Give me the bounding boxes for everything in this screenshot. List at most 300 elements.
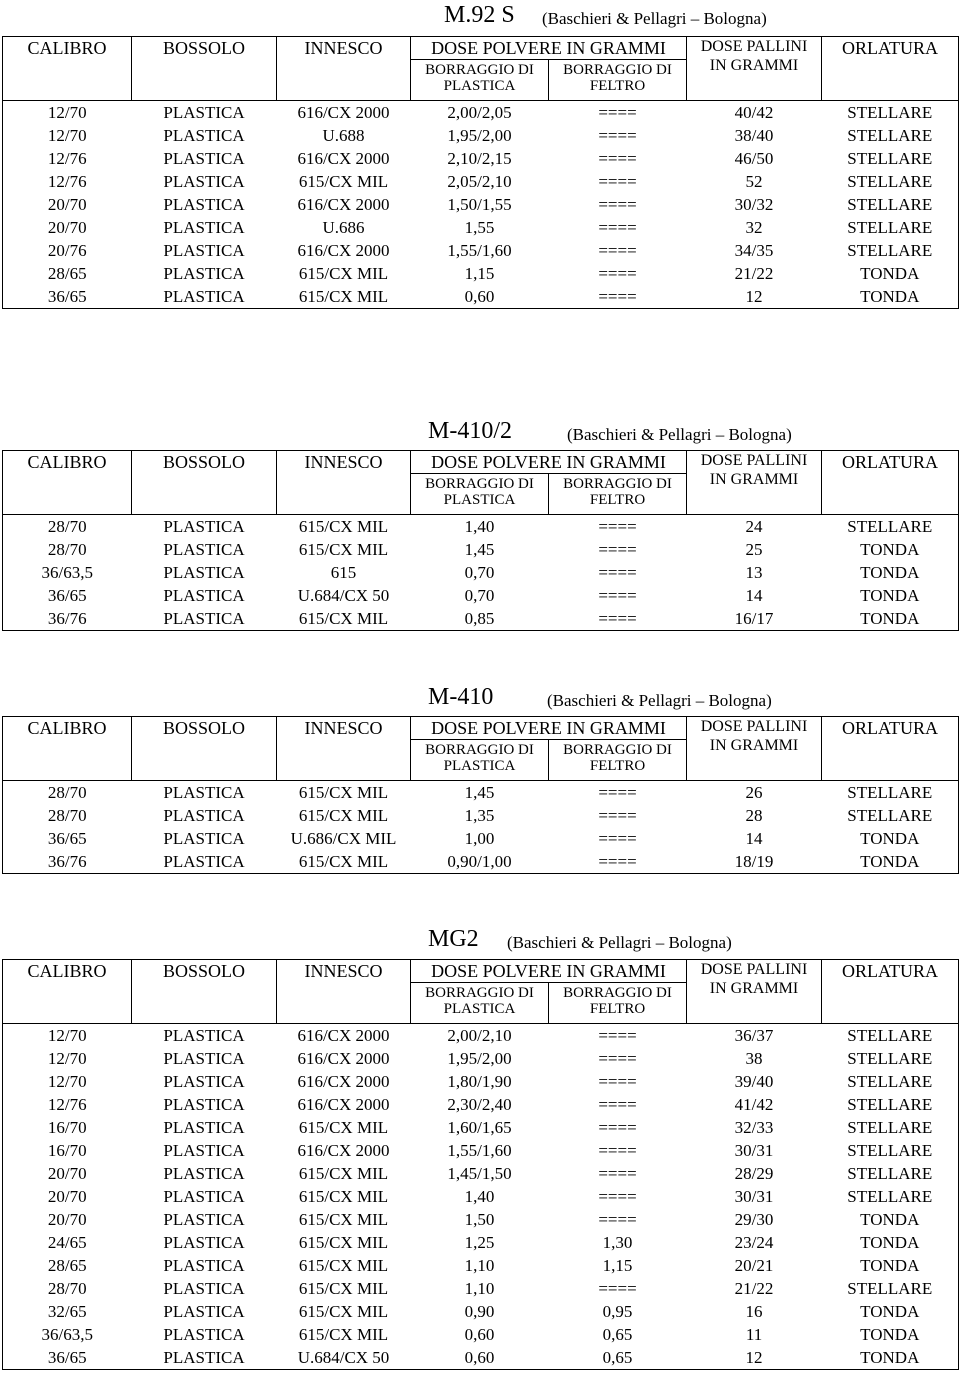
table-row <box>3 124 959 147</box>
cell-calibro: 28/70 <box>47 517 87 536</box>
section-title: M-410/2 <box>428 418 512 444</box>
cell-polvere-plastica: 1,80/1,90 <box>447 1072 512 1091</box>
cell-innesco: 615/CX MIL <box>298 1118 389 1137</box>
section-maker: (Baschieri & Pellagri – Bologna) <box>547 691 772 710</box>
cell-polvere-feltro: ==== <box>598 1187 637 1206</box>
cell-bossolo: PLASTICA <box>163 1325 245 1344</box>
cell-polvere-plastica: 1,10 <box>464 1279 495 1298</box>
cell-orlatura: STELLARE <box>847 1118 933 1137</box>
cell-bossolo: PLASTICA <box>163 241 245 260</box>
cell-pallini: 11 <box>745 1325 763 1344</box>
cell-pallini: 38 <box>745 1049 763 1068</box>
cell-pallini: 29/30 <box>734 1210 774 1229</box>
cell-polvere-plastica: 1,45 <box>464 783 495 802</box>
cell-orlatura: TONDA <box>860 1302 920 1321</box>
cell-pallini: 30/31 <box>734 1141 774 1160</box>
table-row <box>3 1231 959 1254</box>
cell-orlatura: STELLARE <box>847 1072 933 1091</box>
cell-orlatura: STELLARE <box>847 1187 933 1206</box>
cell-calibro: 36/63,5 <box>41 563 93 582</box>
cell-polvere-plastica: 1,45 <box>464 540 495 559</box>
cell-polvere-feltro: 0,65 <box>602 1348 633 1367</box>
table-row <box>3 781 959 805</box>
cell-innesco: U.684/CX 50 <box>297 1348 390 1367</box>
cell-polvere-plastica: 1,25 <box>464 1233 495 1252</box>
cell-pallini: 38/40 <box>734 126 774 145</box>
cell-polvere-feltro: ==== <box>598 149 637 168</box>
cell-orlatura: TONDA <box>860 1348 920 1367</box>
table-row <box>3 1277 959 1300</box>
cell-pallini: 30/32 <box>734 195 774 214</box>
cell-polvere-plastica: 1,50/1,55 <box>447 195 512 214</box>
header-innesco: INNESCO <box>277 717 411 781</box>
cell-innesco: 615/CX MIL <box>298 264 389 283</box>
cell-polvere-plastica: 2,05/2,10 <box>447 172 512 191</box>
cell-innesco: 615/CX MIL <box>298 806 389 825</box>
load-table <box>2 450 959 631</box>
header-dose-pallini-line1: DOSE PALLINI <box>700 718 808 735</box>
cell-polvere-plastica: 1,15 <box>464 264 495 283</box>
cell-innesco: 615/CX MIL <box>298 1302 389 1321</box>
cell-calibro: 16/70 <box>47 1141 87 1160</box>
cell-bossolo: PLASTICA <box>163 264 245 283</box>
header-borraggio-feltro-line2: FELTRO <box>589 492 646 508</box>
table-row <box>3 515 959 539</box>
cell-orlatura: TONDA <box>860 1210 920 1229</box>
header-borraggio-plastica-line1: BORRAGGIO DI <box>425 742 534 758</box>
table-row <box>3 538 959 561</box>
cell-orlatura: TONDA <box>860 540 920 559</box>
header-borraggio-plastica <box>411 60 549 101</box>
cell-bossolo: PLASTICA <box>163 1187 245 1206</box>
table-row <box>3 1162 959 1185</box>
header-calibro: CALIBRO <box>3 717 132 781</box>
section-title: MG2 <box>428 926 479 952</box>
cell-polvere-plastica: 1,55/1,60 <box>447 1141 512 1160</box>
cell-polvere-plastica: 1,35 <box>464 806 495 825</box>
cell-polvere-feltro: ==== <box>598 264 637 283</box>
cell-bossolo: PLASTICA <box>163 1072 245 1091</box>
cell-bossolo: PLASTICA <box>163 1233 245 1252</box>
header-borraggio-plastica-line1: BORRAGGIO DI <box>425 62 534 78</box>
table-row <box>3 1024 959 1048</box>
header-borraggio-plastica-line2: PLASTICA <box>443 758 516 774</box>
cell-innesco: 615 <box>330 563 357 582</box>
cell-bossolo: PLASTICA <box>163 1026 245 1045</box>
cell-pallini: 25 <box>745 540 763 559</box>
cell-bossolo: PLASTICA <box>163 103 245 122</box>
cell-polvere-feltro: 0,95 <box>602 1302 633 1321</box>
cell-polvere-feltro: 1,15 <box>602 1256 633 1275</box>
cell-pallini: 46/50 <box>734 149 774 168</box>
table-row <box>3 285 959 309</box>
cell-calibro: 20/70 <box>47 1210 87 1229</box>
header-bossolo: BOSSOLO <box>132 717 277 781</box>
cell-orlatura: STELLARE <box>847 517 933 536</box>
cell-calibro: 36/76 <box>47 852 87 871</box>
cell-polvere-feltro: ==== <box>598 1026 637 1045</box>
cell-calibro: 28/70 <box>47 540 87 559</box>
header-dose-pallini-line2: IN GRAMMI <box>709 57 799 74</box>
cell-innesco: 615/CX MIL <box>298 517 389 536</box>
cell-calibro: 12/76 <box>47 1095 87 1114</box>
cell-polvere-plastica: 1,95/2,00 <box>447 126 512 145</box>
cell-pallini: 13 <box>745 563 763 582</box>
header-borraggio-feltro-line1: BORRAGGIO DI <box>563 742 672 758</box>
cell-pallini: 21/22 <box>734 264 774 283</box>
cell-polvere-feltro: 0,65 <box>602 1325 633 1344</box>
cell-pallini: 32/33 <box>734 1118 774 1137</box>
header-innesco: INNESCO <box>277 451 411 515</box>
cell-innesco: 616/CX 2000 <box>297 1072 390 1091</box>
cell-orlatura: TONDA <box>860 609 920 628</box>
header-borraggio-plastica-line1: BORRAGGIO DI <box>425 985 534 1001</box>
cell-calibro: 36/76 <box>47 609 87 628</box>
header-borraggio-plastica-line2: PLASTICA <box>443 78 516 94</box>
cell-bossolo: PLASTICA <box>163 1348 245 1367</box>
header-borraggio-feltro-line1: BORRAGGIO DI <box>563 476 672 492</box>
table-row <box>3 262 959 285</box>
header-bossolo: BOSSOLO <box>132 960 277 1024</box>
cell-polvere-plastica: 1,55 <box>464 218 495 237</box>
cell-pallini: 34/35 <box>734 241 774 260</box>
cell-polvere-feltro: 1,30 <box>602 1233 633 1252</box>
cell-orlatura: TONDA <box>860 1256 920 1275</box>
cell-bossolo: PLASTICA <box>163 783 245 802</box>
cell-calibro: 28/70 <box>47 806 87 825</box>
header-borraggio-feltro-line1: BORRAGGIO DI <box>563 985 672 1001</box>
header-calibro: CALIBRO <box>3 960 132 1024</box>
table-row <box>3 1139 959 1162</box>
cell-polvere-feltro: ==== <box>598 806 637 825</box>
header-borraggio-feltro-line1: BORRAGGIO DI <box>563 62 672 78</box>
cell-polvere-feltro: ==== <box>598 1049 637 1068</box>
cell-innesco: 615/CX MIL <box>298 1164 389 1183</box>
header-borraggio-plastica <box>411 740 549 781</box>
cell-innesco: 616/CX 2000 <box>297 195 390 214</box>
cell-calibro: 28/70 <box>47 783 87 802</box>
table-row <box>3 239 959 262</box>
cell-calibro: 28/65 <box>47 1256 87 1275</box>
header-dose-pallini-line1: DOSE PALLINI <box>700 38 808 55</box>
table-row <box>3 584 959 607</box>
cell-polvere-feltro: ==== <box>598 586 637 605</box>
table-row <box>3 561 959 584</box>
header-orlatura: ORLATURA <box>822 717 959 781</box>
header-orlatura: ORLATURA <box>822 960 959 1024</box>
cell-polvere-plastica: 1,50 <box>464 1210 495 1229</box>
table-row <box>3 1346 959 1370</box>
cell-orlatura: TONDA <box>860 563 920 582</box>
cell-pallini: 24 <box>745 517 763 536</box>
cell-polvere-plastica: 0,70 <box>464 563 495 582</box>
cell-innesco: 615/CX MIL <box>298 287 389 306</box>
cell-pallini: 36/37 <box>734 1026 774 1045</box>
cell-calibro: 28/70 <box>47 1279 87 1298</box>
table-row <box>3 1070 959 1093</box>
cell-innesco: U.686 <box>322 218 365 237</box>
cell-orlatura: STELLARE <box>847 172 933 191</box>
cell-pallini: 23/24 <box>734 1233 774 1252</box>
cell-orlatura: TONDA <box>860 829 920 848</box>
table-row <box>3 850 959 874</box>
cell-pallini: 12 <box>745 1348 763 1367</box>
table-row <box>3 804 959 827</box>
cell-innesco: U.686/CX MIL <box>290 829 397 848</box>
cell-polvere-plastica: 1,60/1,65 <box>447 1118 512 1137</box>
cell-polvere-feltro: ==== <box>598 241 637 260</box>
header-dose-pallini <box>687 451 822 515</box>
cell-orlatura: STELLARE <box>847 1279 933 1298</box>
cell-innesco: 615/CX MIL <box>298 1279 389 1298</box>
cell-bossolo: PLASTICA <box>163 1095 245 1114</box>
cell-pallini: 39/40 <box>734 1072 774 1091</box>
cell-calibro: 36/65 <box>47 1348 87 1367</box>
cell-bossolo: PLASTICA <box>163 1164 245 1183</box>
cell-polvere-feltro: ==== <box>598 1118 637 1137</box>
cell-pallini: 28/29 <box>734 1164 774 1183</box>
header-dose-polvere: DOSE POLVERE IN GRAMMI <box>411 717 687 740</box>
cell-innesco: 615/CX MIL <box>298 172 389 191</box>
cell-calibro: 20/76 <box>47 241 87 260</box>
header-borraggio-plastica <box>411 983 549 1024</box>
load-table <box>2 716 959 874</box>
cell-calibro: 16/70 <box>47 1118 87 1137</box>
cell-calibro: 20/70 <box>47 218 87 237</box>
cell-polvere-plastica: 0,60 <box>464 287 495 306</box>
header-dose-polvere: DOSE POLVERE IN GRAMMI <box>411 451 687 474</box>
cell-polvere-feltro: ==== <box>598 783 637 802</box>
header-borraggio-feltro <box>549 740 687 781</box>
load-table <box>2 959 959 1370</box>
table-row <box>3 1047 959 1070</box>
header-dose-pallini <box>687 717 822 781</box>
cell-calibro: 32/65 <box>47 1302 87 1321</box>
cell-polvere-plastica: 0,60 <box>464 1325 495 1344</box>
cell-polvere-feltro: ==== <box>598 563 637 582</box>
cell-innesco: U.688 <box>322 126 365 145</box>
cell-pallini: 21/22 <box>734 1279 774 1298</box>
table-row <box>3 1254 959 1277</box>
cell-polvere-feltro: ==== <box>598 103 637 122</box>
cell-polvere-plastica: 2,00/2,05 <box>447 103 512 122</box>
cell-calibro: 20/70 <box>47 1187 87 1206</box>
cell-orlatura: STELLARE <box>847 783 933 802</box>
cell-bossolo: PLASTICA <box>163 829 245 848</box>
cell-bossolo: PLASTICA <box>163 806 245 825</box>
cell-innesco: 615/CX MIL <box>298 852 389 871</box>
cell-pallini: 52 <box>745 172 763 191</box>
cell-innesco: 616/CX 2000 <box>297 1095 390 1114</box>
cell-polvere-plastica: 1,40 <box>464 1187 495 1206</box>
cell-innesco: 615/CX MIL <box>298 1233 389 1252</box>
table-row <box>3 1185 959 1208</box>
header-borraggio-feltro <box>549 474 687 515</box>
cell-innesco: 615/CX MIL <box>298 1325 389 1344</box>
cell-orlatura: STELLARE <box>847 195 933 214</box>
cell-pallini: 26 <box>745 783 763 802</box>
cell-bossolo: PLASTICA <box>163 1302 245 1321</box>
section-maker: (Baschieri & Pellagri – Bologna) <box>507 933 732 952</box>
header-dose-pallini-line1: DOSE PALLINI <box>700 961 808 978</box>
cell-innesco: U.684/CX 50 <box>297 586 390 605</box>
header-borraggio-feltro <box>549 60 687 101</box>
cell-innesco: 616/CX 2000 <box>297 241 390 260</box>
cell-innesco: 616/CX 2000 <box>297 1141 390 1160</box>
cell-pallini: 32 <box>745 218 763 237</box>
cell-polvere-plastica: 0,85 <box>464 609 495 628</box>
header-orlatura: ORLATURA <box>822 37 959 101</box>
cell-polvere-feltro: ==== <box>598 287 637 306</box>
header-bossolo: BOSSOLO <box>132 451 277 515</box>
header-dose-pallini <box>687 37 822 101</box>
cell-calibro: 12/70 <box>47 1049 87 1068</box>
cell-polvere-plastica: 0,90/1,00 <box>447 852 512 871</box>
header-bossolo: BOSSOLO <box>132 37 277 101</box>
cell-innesco: 615/CX MIL <box>298 540 389 559</box>
cell-bossolo: PLASTICA <box>163 1118 245 1137</box>
header-dose-pallini-line1: DOSE PALLINI <box>700 452 808 469</box>
cell-innesco: 615/CX MIL <box>298 1187 389 1206</box>
cell-orlatura: STELLARE <box>847 126 933 145</box>
cell-orlatura: STELLARE <box>847 218 933 237</box>
cell-polvere-feltro: ==== <box>598 829 637 848</box>
table-row <box>3 216 959 239</box>
cell-polvere-plastica: 0,60 <box>464 1348 495 1367</box>
cell-calibro: 28/65 <box>47 264 87 283</box>
header-borraggio-feltro-line2: FELTRO <box>589 758 646 774</box>
cell-orlatura: STELLARE <box>847 103 933 122</box>
header-borraggio-plastica-line2: PLASTICA <box>443 1001 516 1017</box>
cell-calibro: 36/65 <box>47 287 87 306</box>
cell-bossolo: PLASTICA <box>163 218 245 237</box>
cell-innesco: 616/CX 2000 <box>297 1026 390 1045</box>
cell-pallini: 41/42 <box>734 1095 774 1114</box>
header-orlatura: ORLATURA <box>822 451 959 515</box>
cell-pallini: 12 <box>745 287 763 306</box>
cell-polvere-feltro: ==== <box>598 1164 637 1183</box>
cell-polvere-feltro: ==== <box>598 126 637 145</box>
cell-pallini: 14 <box>745 829 763 848</box>
cell-pallini: 40/42 <box>734 103 774 122</box>
table-row <box>3 1116 959 1139</box>
cell-bossolo: PLASTICA <box>163 517 245 536</box>
table-row <box>3 1208 959 1231</box>
section-title: M-410 <box>428 684 494 710</box>
cell-bossolo: PLASTICA <box>163 287 245 306</box>
cell-innesco: 615/CX MIL <box>298 783 389 802</box>
cell-calibro: 20/70 <box>47 195 87 214</box>
header-borraggio-plastica <box>411 474 549 515</box>
cell-polvere-plastica: 1,40 <box>464 517 495 536</box>
cell-bossolo: PLASTICA <box>163 1210 245 1229</box>
cell-innesco: 616/CX 2000 <box>297 1049 390 1068</box>
cell-orlatura: STELLARE <box>847 241 933 260</box>
cell-polvere-feltro: ==== <box>598 1279 637 1298</box>
cell-bossolo: PLASTICA <box>163 1049 245 1068</box>
cell-polvere-feltro: ==== <box>598 172 637 191</box>
cell-polvere-feltro: ==== <box>598 609 637 628</box>
cell-bossolo: PLASTICA <box>163 1256 245 1275</box>
cell-orlatura: TONDA <box>860 852 920 871</box>
cell-orlatura: STELLARE <box>847 1095 933 1114</box>
cell-calibro: 20/70 <box>47 1164 87 1183</box>
cell-innesco: 615/CX MIL <box>298 1210 389 1229</box>
load-table <box>2 36 959 309</box>
table-row <box>3 170 959 193</box>
header-borraggio-feltro <box>549 983 687 1024</box>
section-maker: (Baschieri & Pellagri – Bologna) <box>567 425 792 444</box>
cell-polvere-plastica: 1,95/2,00 <box>447 1049 512 1068</box>
cell-calibro: 12/70 <box>47 126 87 145</box>
cell-pallini: 30/31 <box>734 1187 774 1206</box>
cell-calibro: 36/63,5 <box>41 1325 93 1344</box>
table-row <box>3 193 959 216</box>
cell-bossolo: PLASTICA <box>163 1279 245 1298</box>
cell-polvere-feltro: ==== <box>598 218 637 237</box>
header-dose-pallini-line2: IN GRAMMI <box>709 737 799 754</box>
header-dose-pallini-line2: IN GRAMMI <box>709 471 799 488</box>
cell-calibro: 12/70 <box>47 1072 87 1091</box>
cell-calibro: 12/76 <box>47 149 87 168</box>
cell-polvere-plastica: 1,10 <box>464 1256 495 1275</box>
cell-bossolo: PLASTICA <box>163 149 245 168</box>
cell-pallini: 16 <box>745 1302 763 1321</box>
cell-bossolo: PLASTICA <box>163 1141 245 1160</box>
cell-pallini: 28 <box>745 806 763 825</box>
cell-orlatura: TONDA <box>860 287 920 306</box>
cell-calibro: 36/65 <box>47 829 87 848</box>
cell-polvere-plastica: 2,00/2,10 <box>447 1026 512 1045</box>
cell-pallini: 14 <box>745 586 763 605</box>
cell-orlatura: TONDA <box>860 264 920 283</box>
cell-calibro: 12/76 <box>47 172 87 191</box>
cell-orlatura: STELLARE <box>847 149 933 168</box>
header-innesco: INNESCO <box>277 960 411 1024</box>
header-borraggio-plastica-line2: PLASTICA <box>443 492 516 508</box>
cell-polvere-plastica: 1,45/1,50 <box>447 1164 512 1183</box>
table-row <box>3 827 959 850</box>
cell-orlatura: STELLARE <box>847 1164 933 1183</box>
header-dose-polvere: DOSE POLVERE IN GRAMMI <box>411 37 687 60</box>
cell-bossolo: PLASTICA <box>163 609 245 628</box>
cell-calibro: 24/65 <box>47 1233 87 1252</box>
cell-polvere-feltro: ==== <box>598 1210 637 1229</box>
cell-innesco: 616/CX 2000 <box>297 103 390 122</box>
header-borraggio-feltro-line2: FELTRO <box>589 78 646 94</box>
header-innesco: INNESCO <box>277 37 411 101</box>
section-title: M.92 S <box>444 2 515 28</box>
header-calibro: CALIBRO <box>3 37 132 101</box>
cell-innesco: 616/CX 2000 <box>297 149 390 168</box>
cell-polvere-feltro: ==== <box>598 195 637 214</box>
cell-orlatura: STELLARE <box>847 1141 933 1160</box>
cell-polvere-plastica: 0,90 <box>464 1302 495 1321</box>
cell-bossolo: PLASTICA <box>163 852 245 871</box>
cell-polvere-feltro: ==== <box>598 1141 637 1160</box>
cell-polvere-plastica: 2,30/2,40 <box>447 1095 512 1114</box>
cell-polvere-feltro: ==== <box>598 1072 637 1091</box>
cell-calibro: 12/70 <box>47 1026 87 1045</box>
header-calibro: CALIBRO <box>3 451 132 515</box>
cell-polvere-feltro: ==== <box>598 1095 637 1114</box>
cell-pallini: 20/21 <box>734 1256 774 1275</box>
cell-orlatura: STELLARE <box>847 1026 933 1045</box>
cell-bossolo: PLASTICA <box>163 586 245 605</box>
cell-orlatura: STELLARE <box>847 1049 933 1068</box>
cell-polvere-plastica: 0,70 <box>464 586 495 605</box>
cell-polvere-plastica: 1,00 <box>464 829 495 848</box>
